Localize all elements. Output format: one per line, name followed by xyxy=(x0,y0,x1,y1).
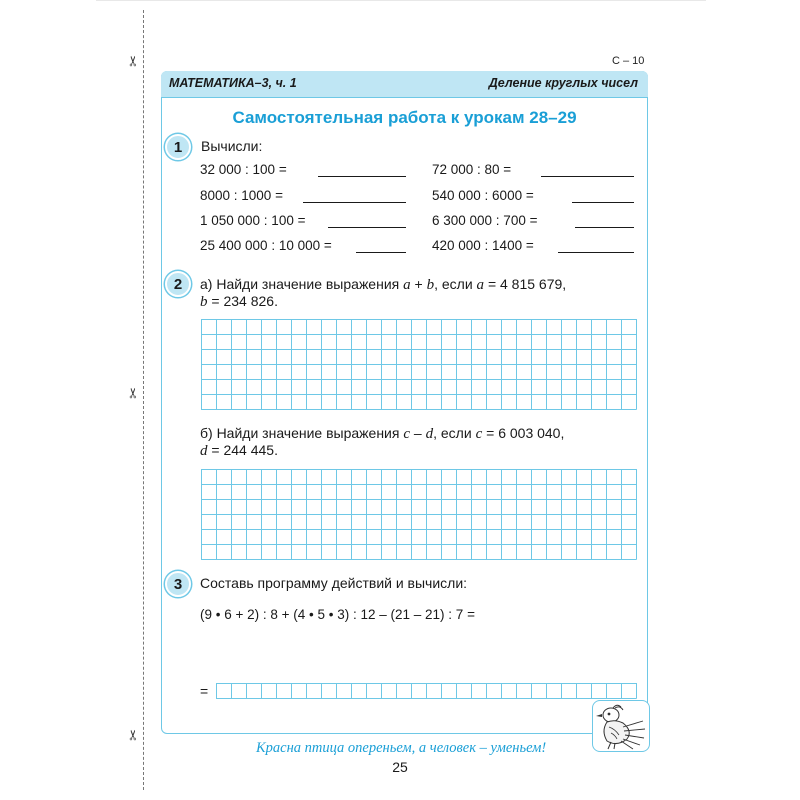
answer-strip-3[interactable] xyxy=(216,683,637,699)
answer-blank[interactable] xyxy=(356,252,406,253)
answer-grid-2b[interactable] xyxy=(201,469,637,560)
scissors-icon: ✂ xyxy=(125,387,141,399)
bird-icon xyxy=(593,701,649,751)
worksheet-header xyxy=(161,71,648,98)
task1-left-expr-2: 8000 : 1000 = xyxy=(200,188,283,203)
topic-title: Деление круглых чисел xyxy=(488,76,638,90)
answer-blank[interactable] xyxy=(303,202,406,203)
task2a-text-line2: b = 234 826. xyxy=(200,293,278,310)
task1-left-expr-4: 25 400 000 : 10 000 = xyxy=(200,238,332,253)
task1-left-expr-3: 1 050 000 : 100 = xyxy=(200,213,306,228)
motto: Красна птица опереньем, а человек – уменьем! xyxy=(256,740,547,756)
answer-blank[interactable] xyxy=(541,176,634,177)
task-number-2: 2 xyxy=(165,271,191,297)
page-title: Самостоятельная работа к урокам 28–29 xyxy=(232,108,577,127)
task3-answer-prefix: = xyxy=(200,683,209,699)
answer-blank[interactable] xyxy=(328,227,406,228)
page-edge xyxy=(96,0,706,1)
answer-grid-2a[interactable] xyxy=(201,319,637,410)
task3-instruction: Составь программу действий и вычисли: xyxy=(200,575,468,591)
task3-expression: (9 • 6 + 2) : 8 + (4 • 5 • 3) : 12 – (21 – 21) : 7 = xyxy=(200,607,475,622)
task2a-text: а) Найди значение выражения a + b, если a = 4 815 679, xyxy=(200,276,567,293)
answer-blank[interactable] xyxy=(575,227,634,228)
task2b-text-line2: d = 244 445. xyxy=(200,442,278,459)
task1-right-expr-4: 420 000 : 1400 = xyxy=(432,238,534,253)
answer-blank[interactable] xyxy=(318,176,406,177)
task-number-3: 3 xyxy=(165,571,191,597)
scissors-icon: ✂ xyxy=(125,729,141,741)
task-number-1: 1 xyxy=(165,134,191,160)
scissors-icon: ✂ xyxy=(125,55,141,67)
task1-right-expr-3: 6 300 000 : 700 = xyxy=(432,213,538,228)
book-title: МАТЕМАТИКА–3, ч. 1 xyxy=(169,76,297,90)
sheet-code: С – 10 xyxy=(612,55,645,67)
cut-line xyxy=(143,10,144,790)
task1-right-expr-1: 72 000 : 80 = xyxy=(432,162,512,177)
task1-right-expr-2: 540 000 : 6000 = xyxy=(432,188,534,203)
task1-left-expr-1: 32 000 : 100 = xyxy=(200,162,287,177)
answer-blank[interactable] xyxy=(558,252,634,253)
answer-blank[interactable] xyxy=(572,202,634,203)
bird-illustration xyxy=(592,700,650,752)
task1-instruction: Вычисли: xyxy=(201,138,263,154)
page-number: 25 xyxy=(392,759,408,775)
task2b-text: б) Найди значение выражения c – d, если c = 6 003 040, xyxy=(200,425,565,442)
